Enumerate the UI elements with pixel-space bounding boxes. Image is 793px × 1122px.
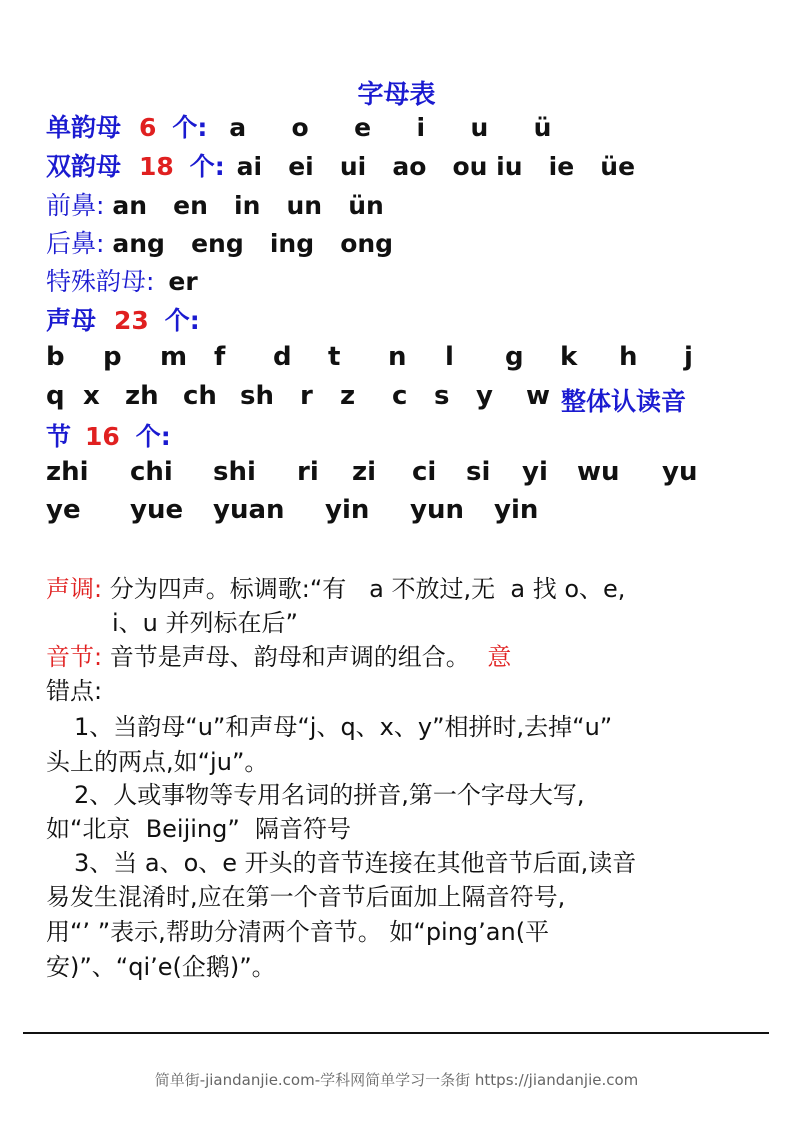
initial-10: h — [619, 342, 638, 372]
initial-11: j — [684, 342, 693, 372]
errors-p2-line1: 2、人或事物等专用名词的拼音,第一个字母大写, — [74, 781, 585, 809]
whole-syllable-0: zhi — [46, 457, 89, 487]
whole-syllable-b-3: yin — [325, 495, 370, 525]
special-vowel-items: er — [168, 267, 198, 296]
initial-1: p — [103, 342, 122, 372]
errors-p3-line1: 3、当 a、o、e 开头的音节连接在其他音节后面,读音 — [74, 849, 637, 877]
syllable-text: 音节是声母、韵母和声调的组合。 — [109, 643, 470, 671]
whole-syllable-8: wu — [577, 457, 620, 487]
errors-p3-line2: 易发生混淆时,应在第一个音节后面加上隔音符号, — [46, 883, 566, 911]
initial-b-3: ch — [183, 381, 217, 411]
back-nasal-row — [46, 227, 393, 261]
syllable-line — [46, 640, 511, 674]
footer-text: 简单街-jiandanjie.com-学科网简单学习一条街 https://jiandanjie.com — [154, 1071, 639, 1089]
initial-b-9: y — [476, 381, 493, 411]
single-vowels-unit: 个: — [172, 113, 208, 142]
whole-syllable-3: ri — [297, 457, 319, 487]
initial-b-1: x — [83, 381, 100, 411]
double-vowels-count: 18 — [138, 152, 174, 181]
whole-syllable-7: yi — [522, 457, 548, 487]
front-nasal-items: an en in un ün — [112, 191, 384, 220]
errors-label: 错点: — [46, 677, 103, 705]
single-vowels-count: 6 — [138, 113, 157, 142]
single-vowels-label: 单韵母 — [46, 113, 122, 142]
whole-syllables-label-part1: 整体认读音 — [561, 387, 687, 416]
whole-syllable-4: zi — [352, 457, 377, 487]
front-nasal-row — [46, 189, 384, 223]
initial-0: b — [46, 342, 65, 372]
initial-b-5: r — [300, 381, 313, 411]
initial-b-4: sh — [240, 381, 274, 411]
special-vowel-row — [46, 265, 198, 299]
whole-syllable-b-1: yue — [130, 495, 184, 525]
syllable-label: 音节: — [46, 643, 103, 671]
whole-syllable-1: chi — [130, 457, 173, 487]
double-vowels-items: ai ei ui ao ou iu ie üe — [236, 152, 636, 181]
tones-text-1: 分为四声。标调歌:“有 a 不放过,无 a 找 o、e, — [109, 575, 626, 603]
tones-line-1 — [46, 572, 625, 606]
whole-syllables-unit: 个: — [135, 422, 171, 451]
errors-p1-line2: 头上的两点,如“ju”。 — [46, 748, 269, 776]
front-nasal-label: 前鼻: — [46, 191, 105, 220]
initial-8: g — [505, 342, 524, 372]
errors-p2-line2: 如“北京 Beijing” 隔音符号 — [46, 815, 352, 843]
whole-syllable-b-5: yin — [494, 495, 539, 525]
initial-b-7: c — [392, 381, 408, 411]
single-vowels-items: a o e i u ü — [229, 113, 552, 142]
initials-heading — [46, 304, 200, 338]
initial-2: m — [160, 342, 188, 372]
initial-b-8: s — [434, 381, 450, 411]
errors-p1-line1: 1、当韵母“u”和声母“j、q、x、y”相拼时,去掉“u” — [74, 713, 613, 741]
errors-p3-line4: 安)”、“qi’e(企鹅)”。 — [46, 953, 276, 981]
initial-6: n — [388, 342, 407, 372]
whole-syllable-6: si — [466, 457, 491, 487]
whole-syllable-2: shi — [213, 457, 256, 487]
tones-label: 声调: — [46, 575, 103, 603]
initials-label: 声母 — [46, 306, 97, 335]
whole-syllable-b-4: yun — [410, 495, 464, 525]
double-vowels-row — [46, 150, 635, 184]
whole-syllable-5: ci — [412, 457, 437, 487]
syllable-note: 意 — [487, 643, 512, 671]
initial-9: k — [560, 342, 578, 372]
whole-syllables-heading — [46, 420, 171, 454]
initial-3: f — [214, 342, 226, 372]
initial-4: d — [273, 342, 292, 372]
initial-b-0: q — [46, 381, 65, 411]
tones-text-2: i、u 并列标在后” — [112, 609, 298, 637]
special-vowel-label: 特殊韵母: — [46, 267, 155, 296]
single-vowels-row — [46, 111, 551, 145]
initial-b-6: z — [340, 381, 356, 411]
whole-syllable-b-2: yuan — [213, 495, 285, 525]
double-vowels-unit: 个: — [189, 152, 225, 181]
initial-b-2: zh — [125, 381, 159, 411]
errors-p3-line3: 用“’ ”表示,帮助分清两个音节。 如“ping’an(平 — [46, 918, 550, 946]
whole-syllables-label-part2: 节 — [46, 422, 72, 451]
initial-5: t — [328, 342, 341, 372]
initials-count: 23 — [113, 306, 149, 335]
back-nasal-label: 后鼻: — [46, 229, 105, 258]
double-vowels-label: 双韵母 — [46, 152, 122, 181]
initial-7: l — [445, 342, 454, 372]
page-title: 字母表 — [357, 80, 436, 110]
whole-syllables-count: 16 — [84, 422, 120, 451]
initials-unit: 个: — [164, 306, 200, 335]
initial-b-10: w — [526, 381, 551, 411]
footer-divider — [23, 1032, 769, 1034]
whole-syllable-b-0: ye — [46, 495, 81, 525]
back-nasal-items: ang eng ing ong — [112, 229, 394, 258]
whole-syllable-9: yu — [662, 457, 698, 487]
